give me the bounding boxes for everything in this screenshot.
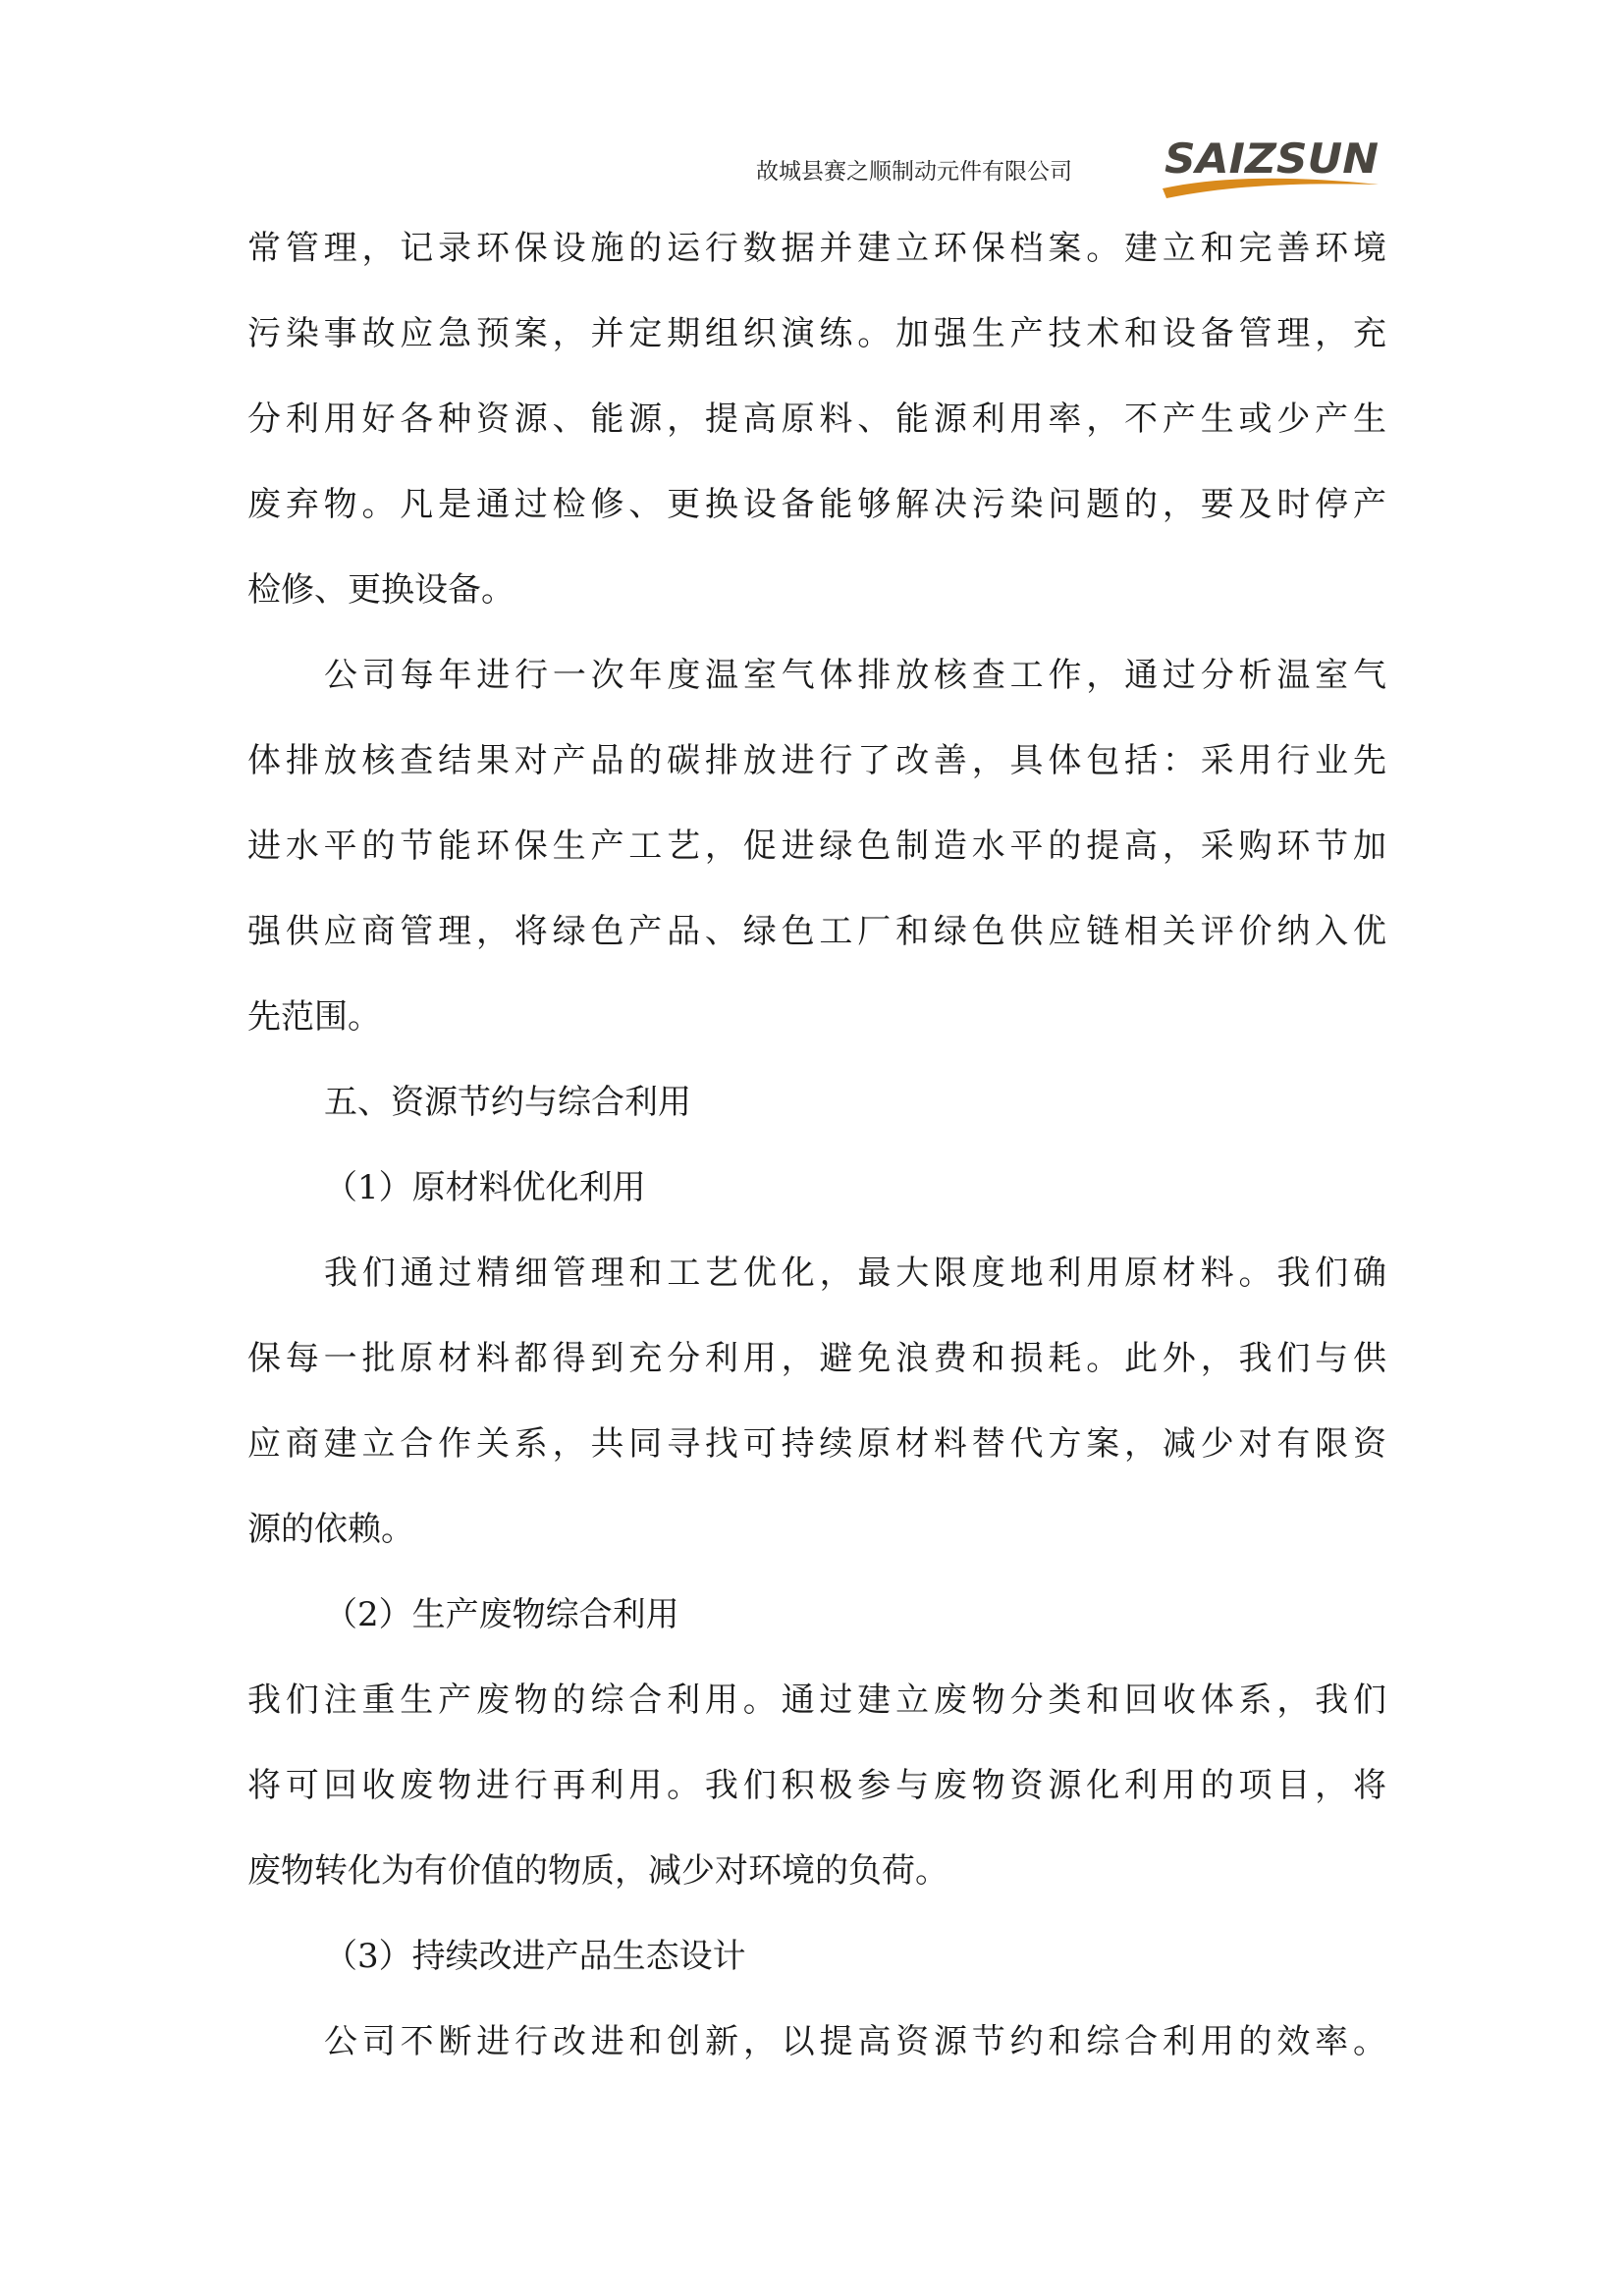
paragraph-line: 公司不断进行改进和创新，以提高资源节约和综合利用的效率。 xyxy=(324,2022,1386,2061)
paragraph-line: 体排放核查结果对产品的碳排放进行了改善，具体包括：采用行业先 xyxy=(247,741,1386,780)
paragraph-line: 先范围。 xyxy=(247,997,381,1037)
document-body xyxy=(247,206,1386,2085)
paragraph-line: 我们注重生产废物的综合利用。通过建立废物分类和回收体系，我们 xyxy=(247,1681,1386,1720)
paragraph-line: 进水平的节能环保生产工艺，促进绿色制造水平的提高，采购环节加 xyxy=(247,827,1386,866)
saizsun-logo xyxy=(1157,124,1384,204)
paragraph-line: 我们通过精细管理和工艺优化，最大限度地利用原材料。我们确 xyxy=(324,1254,1386,1293)
section-heading: 五、资源节约与综合利用 xyxy=(324,1083,691,1122)
paragraph-line: 将可回收废物进行再利用。我们积极参与废物资源化利用的项目，将 xyxy=(247,1766,1386,1805)
paragraph-line: 应商建立合作关系，共同寻找可持续原材料替代方案，减少对有限资 xyxy=(247,1424,1386,1464)
paragraph-line: 保每一批原材料都得到充分利用，避免浪费和损耗。此外，我们与供 xyxy=(247,1339,1386,1378)
svg-text:SAIZSUN: SAIZSUN xyxy=(1164,134,1379,183)
paragraph-line: 污染事故应急预案，并定期组织演练。加强生产技术和设备管理，充 xyxy=(247,314,1386,353)
subsection-heading: （2）生产废物综合利用 xyxy=(324,1595,679,1634)
paragraph-line: 强供应商管理，将绿色产品、绿色工厂和绿色供应链相关评价纳入优 xyxy=(247,912,1386,951)
paragraph-line: 废物转化为有价值的物质，减少对环境的负荷。 xyxy=(247,1851,948,1891)
paragraph-line: 分利用好各种资源、能源，提高原料、能源利用率，不产生或少产生 xyxy=(247,400,1386,439)
paragraph-line: 检修、更换设备。 xyxy=(247,570,514,610)
paragraph-line: 常管理，记录环保设施的运行数据并建立环保档案。建立和完善环境 xyxy=(247,229,1386,268)
page-header xyxy=(0,118,1624,206)
header-company-name: 故城县赛之顺制动元件有限公司 xyxy=(756,159,1072,185)
paragraph-line: 源的依赖。 xyxy=(247,1510,414,1549)
subsection-heading: （3）持续改进产品生态设计 xyxy=(324,1937,746,1976)
subsection-heading: （1）原材料优化利用 xyxy=(324,1168,646,1207)
paragraph-line: 废弃物。凡是通过检修、更换设备能够解决污染问题的，要及时停产 xyxy=(247,485,1386,524)
paragraph-line: 公司每年进行一次年度温室气体排放核查工作，通过分析温室气 xyxy=(324,656,1386,695)
